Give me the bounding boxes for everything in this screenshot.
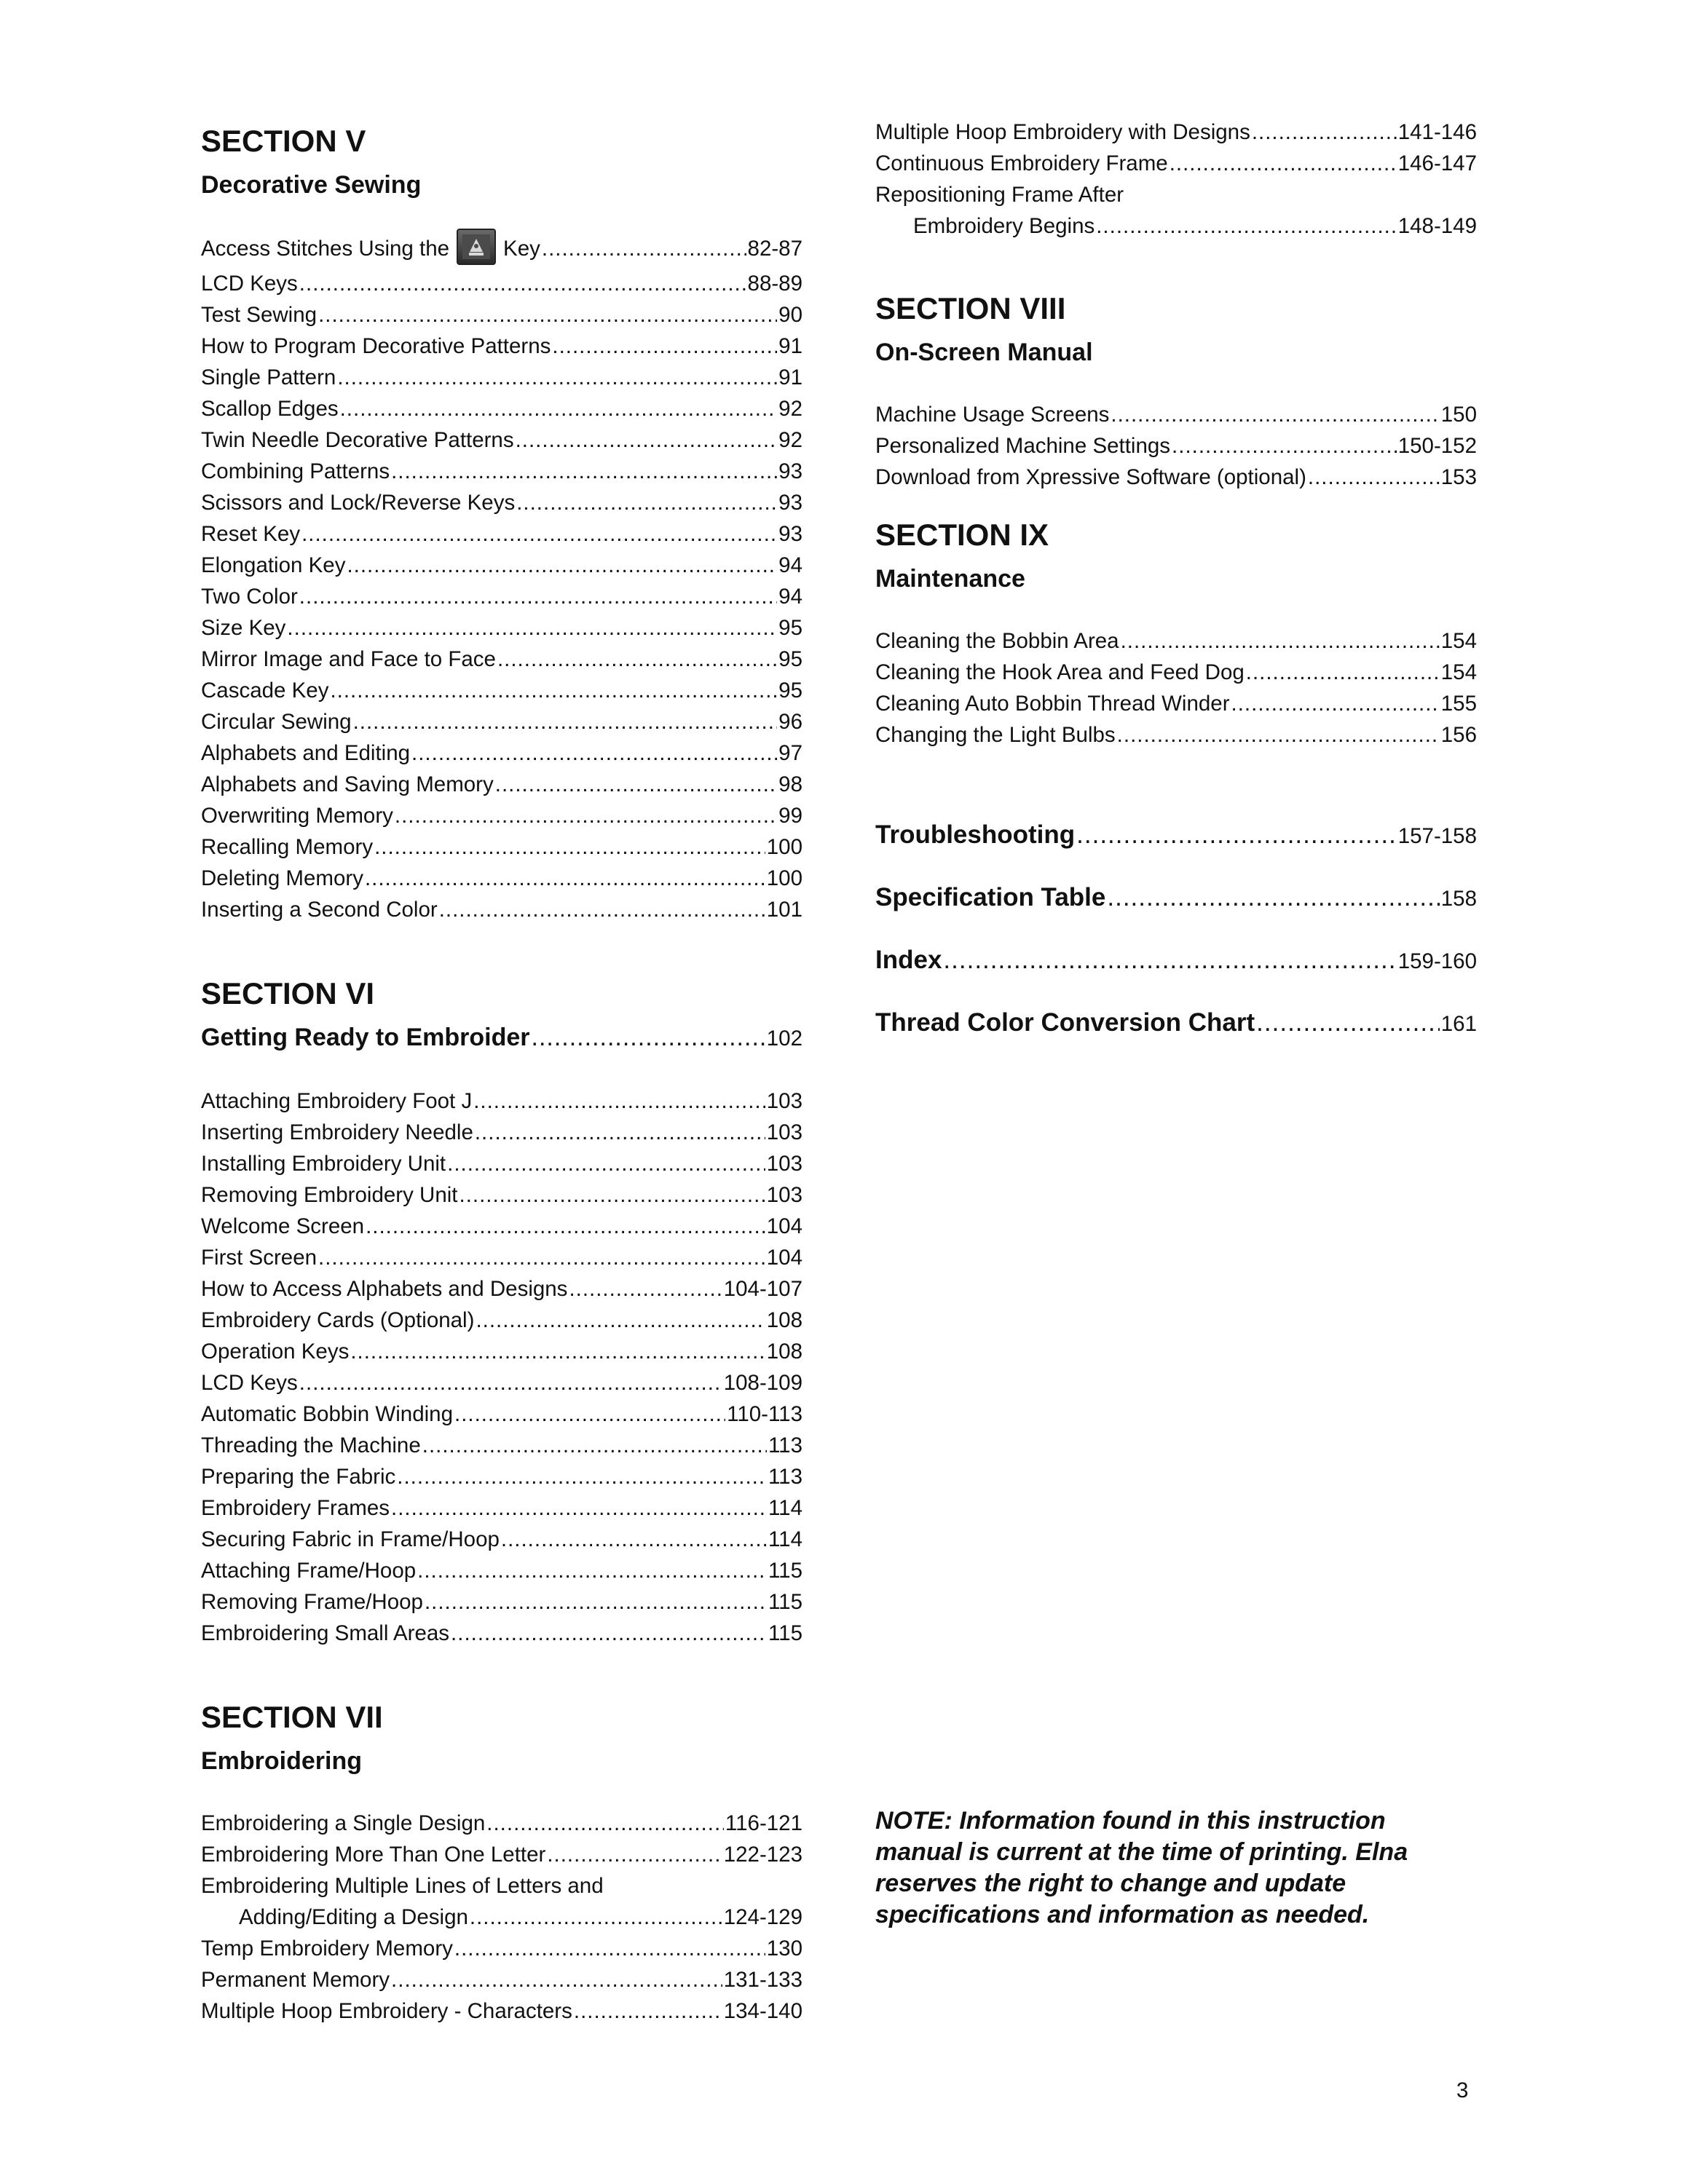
section-ix-subtitle: Maintenance bbox=[875, 565, 1025, 593]
leader-dots bbox=[1170, 148, 1397, 179]
section-v bbox=[201, 121, 802, 925]
toc-entry-text: Thread Color Conversion Chart bbox=[875, 1008, 1255, 1037]
toc-entry[interactable] bbox=[875, 148, 1477, 179]
leader-dots bbox=[350, 1336, 765, 1367]
decorative-stitch-key-icon bbox=[457, 229, 496, 265]
leader-dots bbox=[460, 1179, 765, 1211]
leader-dots bbox=[516, 487, 777, 518]
section-ix bbox=[875, 515, 1477, 751]
toc-entry[interactable] bbox=[201, 1273, 802, 1305]
toc-entry-page: 157-158 bbox=[1397, 824, 1477, 848]
section-viii-subtitle: On-Screen Manual bbox=[875, 339, 1093, 366]
toc-entry-page: 100 bbox=[766, 835, 802, 859]
toc-entry[interactable] bbox=[875, 462, 1477, 493]
toc-entry[interactable] bbox=[201, 1085, 802, 1117]
leader-dots bbox=[495, 769, 777, 800]
leader-dots bbox=[337, 362, 777, 393]
toc-entry-page: 116-121 bbox=[725, 1811, 802, 1835]
toc-entry-page: 88-89 bbox=[747, 272, 802, 296]
toc-entry[interactable] bbox=[201, 1117, 802, 1148]
toc-entry-text: Alphabets and Editing bbox=[201, 741, 411, 765]
toc-entry[interactable] bbox=[201, 769, 802, 800]
leader-dots bbox=[475, 1117, 765, 1148]
leader-dots bbox=[552, 331, 777, 362]
leader-dots bbox=[542, 233, 746, 264]
toc-entry[interactable] bbox=[201, 863, 802, 894]
toc-entry-access-stitches[interactable] bbox=[201, 232, 802, 268]
toc-entry-page: 141-146 bbox=[1397, 120, 1477, 144]
left-column bbox=[201, 121, 802, 2027]
toc-entry[interactable] bbox=[201, 612, 802, 644]
section-viii-entries bbox=[875, 399, 1477, 493]
toc-entry-text: Continuous Embroidery Frame bbox=[875, 151, 1168, 175]
leader-dots bbox=[501, 1524, 767, 1555]
leader-dots bbox=[299, 1367, 722, 1398]
section-ix-title: SECTION IX bbox=[875, 518, 1049, 552]
leader-dots bbox=[330, 675, 777, 706]
toc-entry[interactable] bbox=[201, 737, 802, 769]
toc-entry[interactable] bbox=[201, 1461, 802, 1492]
toc-entry[interactable] bbox=[201, 1524, 802, 1555]
toc-entry[interactable] bbox=[201, 1367, 802, 1398]
toc-entry-text: Embroidering Small Areas bbox=[201, 1621, 450, 1645]
section-vii-title: SECTION VII bbox=[201, 1700, 383, 1734]
toc-entry-page: 158 bbox=[1440, 887, 1477, 911]
toc-entry-page: 82-87 bbox=[747, 236, 802, 261]
toc-entry-page: 104 bbox=[766, 1246, 802, 1270]
leader-dots bbox=[476, 1305, 765, 1336]
toc-entry[interactable] bbox=[201, 268, 802, 299]
toc-entry[interactable] bbox=[201, 1398, 802, 1430]
toc-entry-page: 148-149 bbox=[1397, 214, 1477, 238]
section-ix-entries bbox=[875, 625, 1477, 751]
toc-entry-page: 101 bbox=[766, 898, 802, 922]
section-vii-entries bbox=[201, 1808, 802, 2027]
toc-entry-text: Troubleshooting bbox=[875, 820, 1076, 849]
toc-entry-page: 95 bbox=[778, 647, 802, 671]
toc-entry-page: 153 bbox=[1440, 465, 1477, 489]
toc-entry-text: Combining Patterns bbox=[201, 459, 390, 483]
toc-entry-page: 108 bbox=[766, 1308, 802, 1332]
toc-entry-page: 99 bbox=[778, 804, 802, 828]
toc-entry-page: 94 bbox=[778, 553, 802, 577]
toc-entry-page: 155 bbox=[1440, 692, 1477, 716]
toc-entry-specification-table[interactable] bbox=[875, 880, 1477, 917]
toc-entry[interactable] bbox=[201, 550, 802, 581]
toc-entry-text: Single Pattern bbox=[201, 365, 336, 389]
toc-entry[interactable] bbox=[201, 424, 802, 456]
toc-entry[interactable] bbox=[201, 894, 802, 925]
toc-entry[interactable] bbox=[201, 675, 802, 706]
toc-entry-multiline-second[interactable] bbox=[875, 210, 1477, 242]
toc-entry-text: Attaching Frame/Hoop bbox=[201, 1559, 417, 1583]
toc-entry[interactable] bbox=[201, 1586, 802, 1618]
leader-dots bbox=[397, 1461, 767, 1492]
toc-entry-page: 114 bbox=[768, 1527, 802, 1551]
leader-dots bbox=[1121, 625, 1440, 657]
toc-entry-text: Elongation Key bbox=[201, 553, 346, 577]
toc-entry-page: 134-140 bbox=[723, 1999, 802, 2023]
toc-entry-page: 93 bbox=[778, 459, 802, 483]
section-v-title: SECTION V bbox=[201, 124, 366, 158]
toc-entry-page: 95 bbox=[778, 678, 802, 703]
toc-entry-text: Access Stitches Using the Key bbox=[201, 232, 540, 268]
leader-dots bbox=[1256, 1005, 1440, 1040]
toc-entry-page: 103 bbox=[766, 1152, 802, 1176]
section-v-subtitle: Decorative Sewing bbox=[201, 171, 422, 199]
leader-dots bbox=[347, 550, 777, 581]
leader-dots bbox=[340, 393, 778, 424]
toc-entry-index[interactable] bbox=[875, 943, 1477, 979]
toc-entry-text: Machine Usage Screens bbox=[875, 403, 1110, 427]
toc-entry-page: 108-109 bbox=[723, 1371, 802, 1395]
toc-entry-text: Download from Xpressive Software (optional) bbox=[875, 465, 1306, 489]
section-vii bbox=[201, 1697, 802, 2027]
toc-entry[interactable] bbox=[201, 1148, 802, 1179]
toc-entry[interactable] bbox=[201, 518, 802, 550]
toc-entry[interactable] bbox=[201, 1336, 802, 1367]
toc-entry-page: 150 bbox=[1440, 403, 1477, 427]
toc-entry[interactable] bbox=[201, 581, 802, 612]
toc-entry-page: 92 bbox=[778, 397, 802, 421]
toc-entry[interactable] bbox=[201, 1305, 802, 1336]
toc-entry-text: Embroidery Begins bbox=[913, 214, 1095, 238]
leader-dots bbox=[1076, 818, 1397, 852]
section-vi-title: SECTION VI bbox=[201, 976, 375, 1010]
toc-entry-text: Size Key bbox=[201, 616, 286, 640]
leader-dots bbox=[454, 1933, 765, 1964]
toc-entry-text: Removing Frame/Hoop bbox=[201, 1590, 423, 1614]
toc-entry-text: Installing Embroidery Unit bbox=[201, 1152, 446, 1176]
leader-dots bbox=[391, 456, 777, 487]
toc-entry-page: 98 bbox=[778, 772, 802, 796]
toc-entry-multiline-first[interactable]: Repositioning Frame After bbox=[875, 183, 1124, 207]
section-vi-subtitle[interactable] bbox=[201, 1021, 802, 1055]
leader-dots bbox=[447, 1148, 765, 1179]
toc-entry-page: 154 bbox=[1440, 629, 1477, 653]
leader-dots bbox=[943, 943, 1396, 978]
toc-entry-text: Two Color bbox=[201, 585, 298, 609]
toc-entry-text: Scissors and Lock/Reverse Keys bbox=[201, 491, 516, 515]
toc-entry-page: 156 bbox=[1440, 723, 1477, 747]
toc-entry-page: 96 bbox=[778, 710, 802, 734]
toc-entry[interactable] bbox=[201, 1492, 802, 1524]
toc-entry-page: 154 bbox=[1440, 660, 1477, 684]
toc-entry-text: Adding/Editing a Design bbox=[239, 1905, 468, 1929]
toc-entry-page: 92 bbox=[778, 428, 802, 452]
toc-entry-text: Attaching Embroidery Foot J bbox=[201, 1089, 473, 1113]
toc-entry-page: 103 bbox=[766, 1120, 802, 1144]
toc-entry-page: 90 bbox=[778, 303, 802, 327]
toc-entry-page: 95 bbox=[778, 616, 802, 640]
toc-entry-page: 104-107 bbox=[723, 1277, 802, 1301]
toc-entry[interactable] bbox=[201, 1839, 802, 1870]
toc-entry[interactable] bbox=[201, 331, 802, 362]
toc-entry-page: 115 bbox=[768, 1590, 802, 1614]
toc-entry-text: Inserting Embroidery Needle bbox=[201, 1120, 473, 1144]
toc-entry-text: Cleaning the Hook Area and Feed Dog bbox=[875, 660, 1245, 684]
toc-entry-thread-color-chart[interactable] bbox=[875, 1005, 1477, 1042]
toc-entry-text: Alphabets and Saving Memory bbox=[201, 772, 494, 796]
toc-entry[interactable] bbox=[875, 625, 1477, 657]
toc-entry[interactable] bbox=[201, 362, 802, 393]
toc-entry[interactable] bbox=[201, 487, 802, 518]
toc-entry[interactable] bbox=[201, 706, 802, 737]
toc-entry[interactable] bbox=[875, 430, 1477, 462]
toc-entry[interactable] bbox=[201, 1995, 802, 2027]
toc-entry-text: Getting Ready to Embroider bbox=[201, 1024, 530, 1051]
toc-entry[interactable] bbox=[201, 1555, 802, 1586]
leader-dots bbox=[353, 706, 778, 737]
toc-entry-text: Cleaning Auto Bobbin Thread Winder bbox=[875, 692, 1230, 716]
leader-dots bbox=[569, 1273, 722, 1305]
leader-dots bbox=[574, 1995, 722, 2027]
leader-dots bbox=[374, 831, 765, 863]
toc-entry-text: Threading the Machine bbox=[201, 1433, 421, 1457]
toc-entry-page: 113 bbox=[768, 1465, 802, 1489]
toc-entry-text: Embroidering More Than One Letter bbox=[201, 1843, 546, 1867]
toc-entry[interactable] bbox=[201, 644, 802, 675]
toc-entry-page: 108 bbox=[766, 1340, 802, 1364]
leader-dots bbox=[1096, 210, 1397, 242]
toc-entry-text: Twin Needle Decorative Patterns bbox=[201, 428, 514, 452]
toc-entry[interactable] bbox=[875, 657, 1477, 688]
toc-entry-text: Scallop Edges bbox=[201, 397, 339, 421]
section-viii bbox=[875, 288, 1477, 493]
leader-dots bbox=[395, 800, 777, 831]
toc-entry[interactable] bbox=[201, 1179, 802, 1211]
toc-entry-text: Recalling Memory bbox=[201, 835, 374, 859]
toc-entry-text: Multiple Hoop Embroidery - Characters bbox=[201, 1999, 572, 2023]
toc-entry-text: First Screen bbox=[201, 1246, 318, 1270]
leader-dots bbox=[425, 1586, 767, 1618]
toc-entry-text: Specification Table bbox=[875, 883, 1106, 911]
leader-dots bbox=[366, 1211, 765, 1242]
toc-entry-text: Securing Fabric in Frame/Hoop bbox=[201, 1527, 500, 1551]
leader-dots bbox=[516, 424, 778, 456]
toc-entry-page: 115 bbox=[768, 1621, 802, 1645]
section-viii-title: SECTION VIII bbox=[875, 291, 1066, 325]
leader-dots bbox=[299, 268, 746, 299]
toc-entry-page: 93 bbox=[778, 491, 802, 515]
toc-entry-text: Reset Key bbox=[201, 522, 301, 546]
toc-entry-page: 103 bbox=[766, 1089, 802, 1113]
leader-dots bbox=[486, 1808, 724, 1839]
leader-dots bbox=[547, 1839, 722, 1870]
page-number: 3 bbox=[1456, 2078, 1469, 2102]
leader-dots bbox=[473, 1085, 765, 1117]
leader-dots bbox=[1117, 719, 1440, 751]
toc-entry-text: LCD Keys bbox=[201, 1371, 298, 1395]
toc-entry-text: Automatic Bobbin Winding bbox=[201, 1402, 453, 1426]
toc-entry-text: Inserting a Second Color bbox=[201, 898, 438, 922]
toc-entry-page: 104 bbox=[766, 1214, 802, 1238]
toc-entry-text: Temp Embroidery Memory bbox=[201, 1936, 453, 1961]
toc-entry-text: Welcome Screen bbox=[201, 1214, 365, 1238]
leader-dots bbox=[470, 1902, 722, 1933]
toc-entry-page: 110-113 bbox=[727, 1402, 802, 1426]
toc-entry-page: 161 bbox=[1440, 1012, 1477, 1036]
toc-entry-troubleshooting[interactable] bbox=[875, 818, 1477, 854]
toc-entry-page: 124-129 bbox=[723, 1905, 802, 1929]
toc-entry-page: 130 bbox=[766, 1936, 802, 1961]
toc-entry-multiline-second[interactable] bbox=[201, 1902, 802, 1933]
leader-dots bbox=[1308, 462, 1440, 493]
leader-dots bbox=[391, 1964, 722, 1995]
leader-dots bbox=[1111, 399, 1439, 430]
toc-entry-text: Embroidery Frames bbox=[201, 1496, 390, 1520]
toc-entry-text: LCD Keys bbox=[201, 272, 298, 296]
toc-entry-page: 93 bbox=[778, 522, 802, 546]
toc-entry-text: How to Program Decorative Patterns bbox=[201, 334, 551, 358]
leader-dots bbox=[1252, 116, 1397, 148]
leader-dots bbox=[318, 1242, 765, 1273]
leader-dots bbox=[439, 894, 765, 925]
leader-dots bbox=[1246, 657, 1440, 688]
leader-dots bbox=[1231, 688, 1440, 719]
toc-entry-text: Overwriting Memory bbox=[201, 804, 393, 828]
toc-entry[interactable] bbox=[201, 393, 802, 424]
leader-dots bbox=[497, 644, 777, 675]
leader-dots bbox=[391, 1492, 767, 1524]
toc-entry[interactable] bbox=[875, 688, 1477, 719]
leader-dots bbox=[318, 299, 777, 331]
toc-entry-page: 115 bbox=[768, 1559, 802, 1583]
toc-entry-page: 91 bbox=[778, 334, 802, 358]
toc-entry-page: 102 bbox=[766, 1026, 802, 1051]
toc-entry[interactable] bbox=[201, 1964, 802, 1995]
toc-entry-text: Index bbox=[875, 946, 942, 974]
toc-entry-text: Test Sewing bbox=[201, 303, 318, 327]
leader-dots bbox=[1107, 880, 1439, 915]
toc-entry-text: Preparing the Fabric bbox=[201, 1465, 396, 1489]
toc-entry-text: Operation Keys bbox=[201, 1340, 350, 1364]
section-vi bbox=[201, 973, 802, 1649]
toc-entry[interactable] bbox=[201, 1808, 802, 1839]
toc-entry-page: 150-152 bbox=[1397, 434, 1477, 458]
toc-entry-page: 100 bbox=[766, 866, 802, 890]
toc-entry-page: 159-160 bbox=[1397, 949, 1477, 973]
toc-entry-text: Cleaning the Bobbin Area bbox=[875, 629, 1119, 653]
toc-entry-page: 114 bbox=[768, 1496, 802, 1520]
toc-entry-multiline-first[interactable]: Embroidering Multiple Lines of Letters and bbox=[201, 1874, 604, 1898]
section-vii-subtitle: Embroidering bbox=[201, 1747, 363, 1775]
leader-dots bbox=[417, 1555, 767, 1586]
toc-entry-page: 122-123 bbox=[723, 1843, 802, 1867]
toc-entry-text: Removing Embroidery Unit bbox=[201, 1183, 458, 1207]
extra-entries bbox=[875, 818, 1477, 1042]
toc-entry[interactable] bbox=[875, 399, 1477, 430]
toc-entry[interactable] bbox=[201, 800, 802, 831]
toc-entry-page: 146-147 bbox=[1397, 151, 1477, 175]
toc-entry-text: Multiple Hoop Embroidery with Designs bbox=[875, 120, 1250, 144]
toc-entry[interactable] bbox=[201, 456, 802, 487]
toc-entry-text: Deleting Memory bbox=[201, 866, 363, 890]
toc-entry[interactable] bbox=[201, 1618, 802, 1649]
section-v-entries bbox=[201, 232, 802, 925]
disclaimer-note: NOTE: Information found in this instruction manual is current at the time of printing. Elna reserves the right to change and update specifications and information as needed. bbox=[875, 1807, 1408, 1928]
section-vii-continued bbox=[875, 116, 1477, 242]
toc-entry[interactable] bbox=[201, 1933, 802, 1964]
leader-dots bbox=[411, 737, 777, 769]
leader-dots bbox=[365, 863, 765, 894]
toc-entry-text: Personalized Machine Settings bbox=[875, 434, 1171, 458]
toc-entry[interactable] bbox=[201, 1242, 802, 1273]
leader-dots bbox=[422, 1430, 767, 1461]
leader-dots bbox=[301, 518, 777, 550]
leader-dots bbox=[454, 1398, 725, 1430]
toc-entry-text: Cascade Key bbox=[201, 678, 329, 703]
toc-entry-text: Changing the Light Bulbs bbox=[875, 723, 1116, 747]
leader-dots bbox=[287, 612, 777, 644]
section-vi-entries bbox=[201, 1085, 802, 1649]
leader-dots bbox=[299, 581, 777, 612]
leader-dots bbox=[532, 1021, 765, 1053]
toc-entry-text: Circular Sewing bbox=[201, 710, 352, 734]
toc-entry[interactable] bbox=[201, 299, 802, 331]
toc-entry-text: Mirror Image and Face to Face bbox=[201, 647, 496, 671]
toc-entry-page: 94 bbox=[778, 585, 802, 609]
toc-entry-text: Embroidery Cards (Optional) bbox=[201, 1308, 475, 1332]
toc-entry[interactable] bbox=[201, 831, 802, 863]
toc-entry-page: 113 bbox=[768, 1433, 802, 1457]
toc-entry-page: 91 bbox=[778, 365, 802, 389]
toc-entry-text: How to Access Alphabets and Designs bbox=[201, 1277, 568, 1301]
right-column bbox=[875, 121, 1477, 1042]
toc-entry-text: Permanent Memory bbox=[201, 1968, 390, 1992]
toc-entry[interactable] bbox=[201, 1430, 802, 1461]
toc-entry[interactable] bbox=[875, 719, 1477, 751]
toc-entry[interactable] bbox=[875, 116, 1477, 148]
toc-entry-page: 131-133 bbox=[723, 1968, 802, 1992]
leader-dots bbox=[1172, 430, 1397, 462]
toc-entry[interactable] bbox=[201, 1211, 802, 1242]
toc-entry-page: 97 bbox=[778, 741, 802, 765]
leader-dots bbox=[451, 1618, 767, 1649]
toc-entry-text: Embroidering a Single Design bbox=[201, 1811, 486, 1835]
toc-entry-page: 103 bbox=[766, 1183, 802, 1207]
